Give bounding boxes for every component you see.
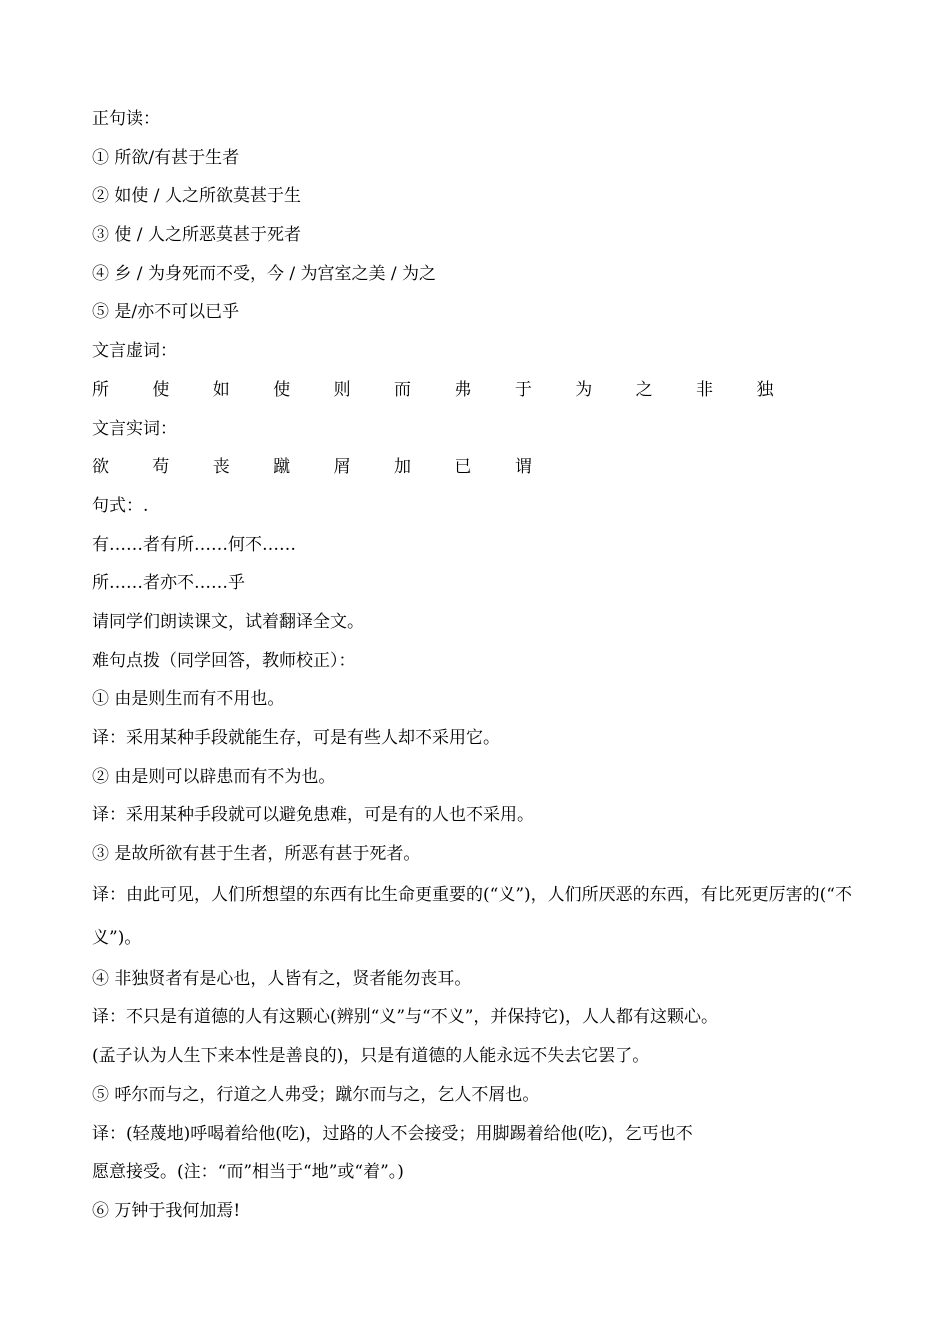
- punctuation-item-3: ③ 使 / 人之所恶莫甚于死者: [92, 225, 301, 246]
- translation-2: 译：采用某种手段就可以避免患难，可是有的人也不采用。: [92, 805, 534, 826]
- difficult-sentence-6: ⑥ 万钟于我何加焉!: [92, 1200, 241, 1221]
- difficult-sentence-1: ① 由是则生而有不用也。: [92, 689, 285, 710]
- translation-4: 译：不只是有道德的人有这颗心(辨别“义”与“不义”，并保持它)，人人都有这颗心。: [92, 1007, 719, 1028]
- document-body: [92, 100, 872, 1231]
- punctuation-item-4: ④ 乡 / 为身死而不受，今 / 为宫室之美 / 为之: [92, 263, 437, 284]
- punctuation-item-2: ② 如使 / 人之所欲莫甚于生: [92, 186, 301, 207]
- sentence-pattern-2: 所……者亦不……乎: [92, 573, 245, 594]
- heading-sentence-patterns: 句式：.: [92, 495, 149, 516]
- translation-5: 译：(轻蔑地)呼喝着给他(吃)，过路的人不会接受；用脚踢着给他(吃)，乞丐也不: [92, 1123, 693, 1144]
- difficult-sentence-2: ② 由是则可以辟患而有不为也。: [92, 766, 336, 787]
- difficult-sentence-3: ③ 是故所欲有甚于生者，所恶有甚于死者。: [92, 844, 421, 865]
- translation-1: 译：采用某种手段就能生存，可是有些人却不采用它。: [92, 728, 500, 748]
- instruction-read-translate: 请同学们朗读课文，试着翻译全文。: [92, 611, 364, 632]
- translation-3: 译：由此可见，人们所想望的东西有比生命更重要的(“义”)，人们所厌恶的东西，有比死更厉害的(“不义”)。: [92, 884, 852, 948]
- content-words-list: 欲 苟 丧 蹴 屑 加 已 谓: [92, 457, 551, 478]
- difficult-sentence-5: ⑤ 呼尔而与之，行道之人弗受；蹴尔而与之，乞人不屑也。: [92, 1084, 540, 1105]
- heading-difficult-sentences: 难句点拨（同学回答，教师校正）：: [92, 650, 356, 671]
- heading-function-words: 文言虚词：: [92, 341, 177, 362]
- punctuation-item-5: ⑤ 是/亦不可以已乎: [92, 302, 240, 323]
- punctuation-item-1: ① 所欲/有甚于生者: [92, 147, 240, 168]
- function-words-list: 所 使 如 使 则 而 弗 于 为 之 非 独: [92, 379, 793, 400]
- translation-5-continued: 愿意接受。(注：“而”相当于“地”或“着”。): [92, 1162, 404, 1183]
- heading-punctuation: 正句读：: [92, 109, 160, 129]
- translation-4-continued: (孟子认为人生下来本性是善良的)，只是有道德的人能永远不失去它罢了。: [92, 1046, 650, 1067]
- difficult-sentence-4: ④ 非独贤者有是心也，人皆有之，贤者能勿丧耳。: [92, 968, 472, 989]
- sentence-pattern-1: 有……者有所……何不……: [92, 534, 296, 555]
- heading-content-words: 文言实词：: [92, 418, 177, 439]
